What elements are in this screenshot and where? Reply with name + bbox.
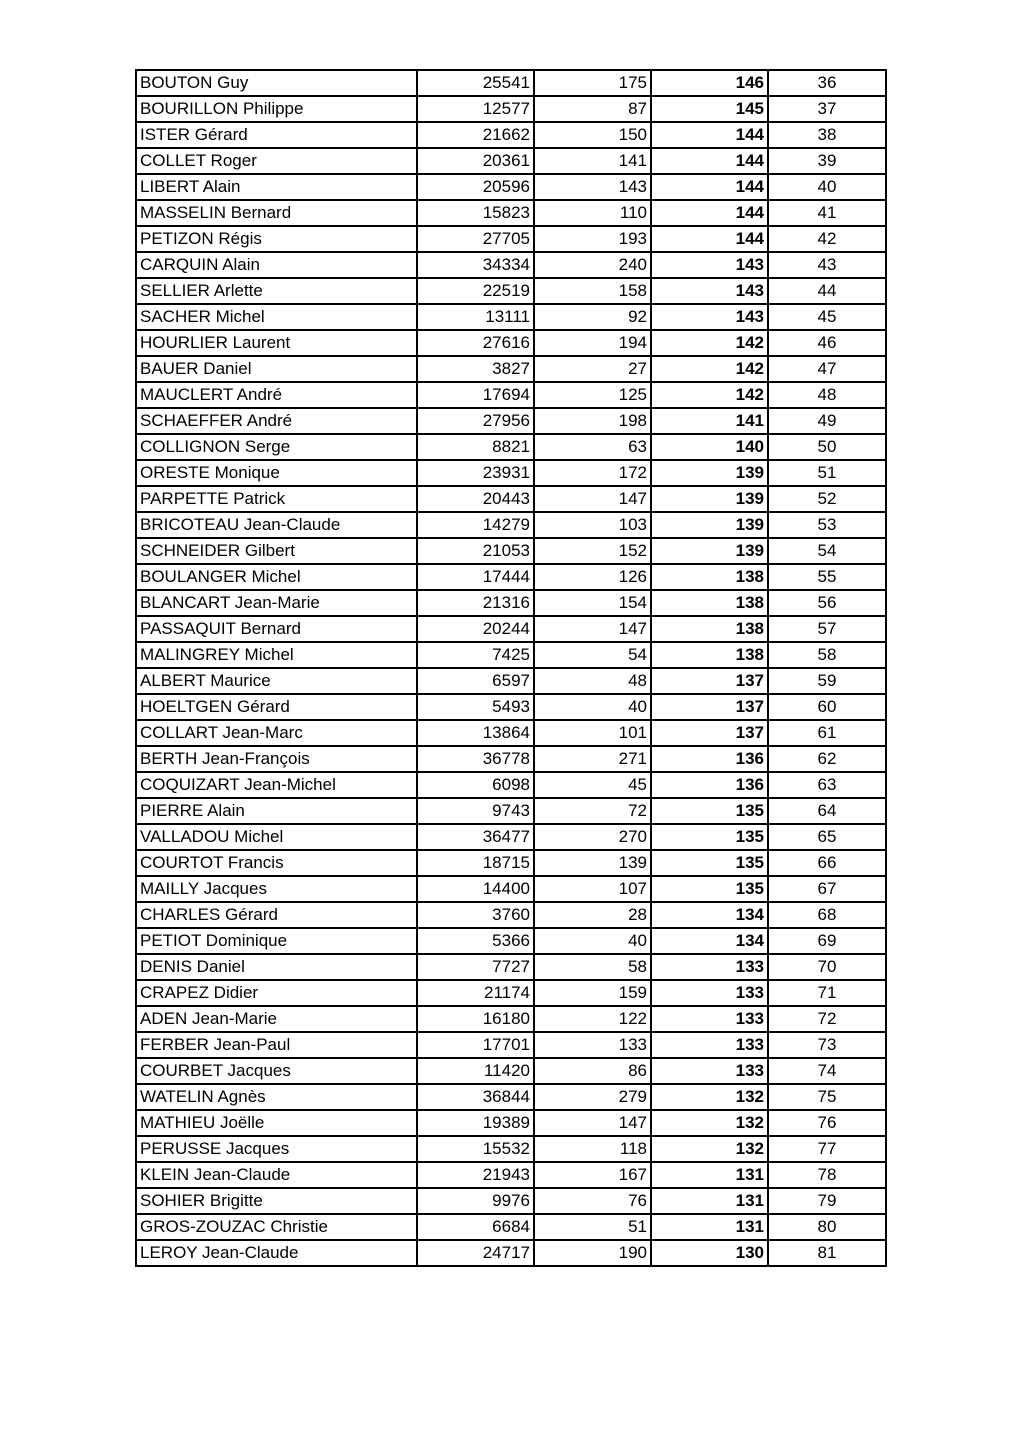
average-cell: 135 — [651, 824, 768, 850]
rank-cell: 47 — [768, 356, 886, 382]
games-count-cell: 279 — [534, 1084, 651, 1110]
total-pins-cell: 34334 — [417, 252, 534, 278]
player-name-cell: BERTH Jean-François — [136, 746, 417, 772]
rank-cell: 36 — [768, 70, 886, 96]
table-row — [136, 928, 886, 954]
rank-cell: 58 — [768, 642, 886, 668]
player-name-cell: SELLIER Arlette — [136, 278, 417, 304]
total-pins-cell: 20443 — [417, 486, 534, 512]
average-cell: 140 — [651, 434, 768, 460]
table-row — [136, 382, 886, 408]
total-pins-cell: 12577 — [417, 96, 534, 122]
player-name-cell: FERBER Jean-Paul — [136, 1032, 417, 1058]
player-name-cell: BAUER Daniel — [136, 356, 417, 382]
player-name-cell: PETIZON Régis — [136, 226, 417, 252]
player-name-cell: HOELTGEN Gérard — [136, 694, 417, 720]
total-pins-cell: 27705 — [417, 226, 534, 252]
player-name-cell: COLLIGNON Serge — [136, 434, 417, 460]
rank-cell: 75 — [768, 1084, 886, 1110]
table-row — [136, 746, 886, 772]
rank-cell: 55 — [768, 564, 886, 590]
total-pins-cell: 22519 — [417, 278, 534, 304]
games-count-cell: 118 — [534, 1136, 651, 1162]
ranking-table — [135, 69, 887, 1267]
table-row — [136, 304, 886, 330]
average-cell: 137 — [651, 720, 768, 746]
total-pins-cell: 15532 — [417, 1136, 534, 1162]
average-cell: 131 — [651, 1188, 768, 1214]
player-name-cell: SCHNEIDER Gilbert — [136, 538, 417, 564]
games-count-cell: 175 — [534, 70, 651, 96]
rank-cell: 81 — [768, 1240, 886, 1266]
table-row — [136, 720, 886, 746]
total-pins-cell: 9976 — [417, 1188, 534, 1214]
player-name-cell: PERUSSE Jacques — [136, 1136, 417, 1162]
games-count-cell: 159 — [534, 980, 651, 1006]
player-name-cell: ORESTE Monique — [136, 460, 417, 486]
table-row — [136, 1188, 886, 1214]
average-cell: 143 — [651, 304, 768, 330]
table-row — [136, 252, 886, 278]
table-row — [136, 486, 886, 512]
table-row — [136, 798, 886, 824]
table-row — [136, 980, 886, 1006]
player-name-cell: BOUTON Guy — [136, 70, 417, 96]
total-pins-cell: 14279 — [417, 512, 534, 538]
player-name-cell: PETIOT Dominique — [136, 928, 417, 954]
player-name-cell: CARQUIN Alain — [136, 252, 417, 278]
player-name-cell: SCHAEFFER André — [136, 408, 417, 434]
player-name-cell: CRAPEZ Didier — [136, 980, 417, 1006]
games-count-cell: 198 — [534, 408, 651, 434]
games-count-cell: 48 — [534, 668, 651, 694]
rank-cell: 76 — [768, 1110, 886, 1136]
games-count-cell: 63 — [534, 434, 651, 460]
games-count-cell: 143 — [534, 174, 651, 200]
rank-cell: 71 — [768, 980, 886, 1006]
total-pins-cell: 6098 — [417, 772, 534, 798]
average-cell: 142 — [651, 382, 768, 408]
average-cell: 144 — [651, 226, 768, 252]
games-count-cell: 58 — [534, 954, 651, 980]
average-cell: 144 — [651, 174, 768, 200]
average-cell: 135 — [651, 798, 768, 824]
table-row — [136, 564, 886, 590]
player-name-cell: BRICOTEAU Jean-Claude — [136, 512, 417, 538]
player-name-cell: VALLADOU Michel — [136, 824, 417, 850]
games-count-cell: 147 — [534, 486, 651, 512]
games-count-cell: 167 — [534, 1162, 651, 1188]
total-pins-cell: 21662 — [417, 122, 534, 148]
player-name-cell: MALINGREY Michel — [136, 642, 417, 668]
average-cell: 137 — [651, 694, 768, 720]
rank-cell: 39 — [768, 148, 886, 174]
rank-cell: 57 — [768, 616, 886, 642]
rank-cell: 53 — [768, 512, 886, 538]
games-count-cell: 101 — [534, 720, 651, 746]
player-name-cell: SACHER Michel — [136, 304, 417, 330]
average-cell: 135 — [651, 850, 768, 876]
table-row — [136, 616, 886, 642]
rank-cell: 37 — [768, 96, 886, 122]
rank-cell: 60 — [768, 694, 886, 720]
total-pins-cell: 25541 — [417, 70, 534, 96]
average-cell: 144 — [651, 122, 768, 148]
total-pins-cell: 20244 — [417, 616, 534, 642]
total-pins-cell: 5493 — [417, 694, 534, 720]
total-pins-cell: 36844 — [417, 1084, 534, 1110]
rank-cell: 40 — [768, 174, 886, 200]
games-count-cell: 103 — [534, 512, 651, 538]
player-name-cell: ALBERT Maurice — [136, 668, 417, 694]
games-count-cell: 92 — [534, 304, 651, 330]
player-name-cell: MAILLY Jacques — [136, 876, 417, 902]
table-row — [136, 824, 886, 850]
total-pins-cell: 21943 — [417, 1162, 534, 1188]
total-pins-cell: 21053 — [417, 538, 534, 564]
table-row — [136, 356, 886, 382]
average-cell: 146 — [651, 70, 768, 96]
games-count-cell: 122 — [534, 1006, 651, 1032]
player-name-cell: DENIS Daniel — [136, 954, 417, 980]
games-count-cell: 172 — [534, 460, 651, 486]
rank-cell: 64 — [768, 798, 886, 824]
games-count-cell: 147 — [534, 1110, 651, 1136]
games-count-cell: 45 — [534, 772, 651, 798]
player-name-cell: MAUCLERT André — [136, 382, 417, 408]
total-pins-cell: 17444 — [417, 564, 534, 590]
average-cell: 139 — [651, 538, 768, 564]
total-pins-cell: 15823 — [417, 200, 534, 226]
table-row — [136, 772, 886, 798]
games-count-cell: 270 — [534, 824, 651, 850]
total-pins-cell: 17701 — [417, 1032, 534, 1058]
rank-cell: 42 — [768, 226, 886, 252]
games-count-cell: 158 — [534, 278, 651, 304]
table-row — [136, 226, 886, 252]
table-row — [136, 642, 886, 668]
rank-cell: 72 — [768, 1006, 886, 1032]
player-name-cell: CHARLES Gérard — [136, 902, 417, 928]
average-cell: 133 — [651, 1032, 768, 1058]
rank-cell: 66 — [768, 850, 886, 876]
table-row — [136, 954, 886, 980]
total-pins-cell: 17694 — [417, 382, 534, 408]
player-name-cell: MASSELIN Bernard — [136, 200, 417, 226]
rank-cell: 45 — [768, 304, 886, 330]
total-pins-cell: 8821 — [417, 434, 534, 460]
table-row — [136, 122, 886, 148]
table-row — [136, 1214, 886, 1240]
total-pins-cell: 21174 — [417, 980, 534, 1006]
table-row — [136, 1006, 886, 1032]
rank-cell: 41 — [768, 200, 886, 226]
table-row — [136, 668, 886, 694]
player-name-cell: LEROY Jean-Claude — [136, 1240, 417, 1266]
average-cell: 138 — [651, 616, 768, 642]
table-row — [136, 70, 886, 96]
total-pins-cell: 16180 — [417, 1006, 534, 1032]
rank-cell: 65 — [768, 824, 886, 850]
rank-cell: 59 — [768, 668, 886, 694]
table-row — [136, 408, 886, 434]
table-row — [136, 590, 886, 616]
total-pins-cell: 20361 — [417, 148, 534, 174]
rank-cell: 74 — [768, 1058, 886, 1084]
total-pins-cell: 9743 — [417, 798, 534, 824]
games-count-cell: 193 — [534, 226, 651, 252]
average-cell: 132 — [651, 1110, 768, 1136]
average-cell: 138 — [651, 564, 768, 590]
games-count-cell: 107 — [534, 876, 651, 902]
total-pins-cell: 23931 — [417, 460, 534, 486]
games-count-cell: 110 — [534, 200, 651, 226]
player-name-cell: COURBET Jacques — [136, 1058, 417, 1084]
table-row — [136, 200, 886, 226]
average-cell: 134 — [651, 928, 768, 954]
rank-cell: 52 — [768, 486, 886, 512]
games-count-cell: 240 — [534, 252, 651, 278]
rank-cell: 73 — [768, 1032, 886, 1058]
average-cell: 139 — [651, 460, 768, 486]
games-count-cell: 154 — [534, 590, 651, 616]
average-cell: 131 — [651, 1214, 768, 1240]
rank-cell: 51 — [768, 460, 886, 486]
rank-cell: 79 — [768, 1188, 886, 1214]
games-count-cell: 133 — [534, 1032, 651, 1058]
games-count-cell: 126 — [534, 564, 651, 590]
average-cell: 133 — [651, 980, 768, 1006]
table-row — [136, 434, 886, 460]
player-name-cell: BOULANGER Michel — [136, 564, 417, 590]
rank-cell: 68 — [768, 902, 886, 928]
games-count-cell: 86 — [534, 1058, 651, 1084]
games-count-cell: 40 — [534, 928, 651, 954]
total-pins-cell: 13111 — [417, 304, 534, 330]
average-cell: 132 — [651, 1136, 768, 1162]
total-pins-cell: 36477 — [417, 824, 534, 850]
player-name-cell: BOURILLON Philippe — [136, 96, 417, 122]
table-row — [136, 1058, 886, 1084]
rank-cell: 78 — [768, 1162, 886, 1188]
total-pins-cell: 21316 — [417, 590, 534, 616]
rank-cell: 56 — [768, 590, 886, 616]
rank-cell: 48 — [768, 382, 886, 408]
rank-cell: 49 — [768, 408, 886, 434]
average-cell: 134 — [651, 902, 768, 928]
games-count-cell: 190 — [534, 1240, 651, 1266]
games-count-cell: 28 — [534, 902, 651, 928]
total-pins-cell: 6597 — [417, 668, 534, 694]
table-row — [136, 174, 886, 200]
games-count-cell: 76 — [534, 1188, 651, 1214]
table-row — [136, 876, 886, 902]
games-count-cell: 87 — [534, 96, 651, 122]
games-count-cell: 271 — [534, 746, 651, 772]
total-pins-cell: 7425 — [417, 642, 534, 668]
table-row — [136, 1084, 886, 1110]
average-cell: 135 — [651, 876, 768, 902]
rank-cell: 77 — [768, 1136, 886, 1162]
games-count-cell: 147 — [534, 616, 651, 642]
rank-cell: 62 — [768, 746, 886, 772]
player-name-cell: PARPETTE Patrick — [136, 486, 417, 512]
average-cell: 131 — [651, 1162, 768, 1188]
player-name-cell: SOHIER Brigitte — [136, 1188, 417, 1214]
player-name-cell: COLLET Roger — [136, 148, 417, 174]
table-row — [136, 278, 886, 304]
ranking-table-body — [136, 70, 886, 1266]
average-cell: 143 — [651, 278, 768, 304]
average-cell: 136 — [651, 746, 768, 772]
games-count-cell: 150 — [534, 122, 651, 148]
table-row — [136, 850, 886, 876]
rank-cell: 43 — [768, 252, 886, 278]
average-cell: 139 — [651, 486, 768, 512]
games-count-cell: 125 — [534, 382, 651, 408]
total-pins-cell: 27956 — [417, 408, 534, 434]
rank-cell: 38 — [768, 122, 886, 148]
average-cell: 142 — [651, 356, 768, 382]
average-cell: 136 — [651, 772, 768, 798]
player-name-cell: LIBERT Alain — [136, 174, 417, 200]
games-count-cell: 40 — [534, 694, 651, 720]
total-pins-cell: 3760 — [417, 902, 534, 928]
player-name-cell: HOURLIER Laurent — [136, 330, 417, 356]
rank-cell: 50 — [768, 434, 886, 460]
total-pins-cell: 19389 — [417, 1110, 534, 1136]
average-cell: 144 — [651, 200, 768, 226]
games-count-cell: 139 — [534, 850, 651, 876]
games-count-cell: 27 — [534, 356, 651, 382]
average-cell: 133 — [651, 1058, 768, 1084]
table-row — [136, 330, 886, 356]
table-row — [136, 694, 886, 720]
average-cell: 138 — [651, 642, 768, 668]
total-pins-cell: 24717 — [417, 1240, 534, 1266]
table-row — [136, 148, 886, 174]
player-name-cell: COURTOT Francis — [136, 850, 417, 876]
average-cell: 130 — [651, 1240, 768, 1266]
rank-cell: 69 — [768, 928, 886, 954]
rank-cell: 67 — [768, 876, 886, 902]
table-row — [136, 96, 886, 122]
games-count-cell: 194 — [534, 330, 651, 356]
average-cell: 139 — [651, 512, 768, 538]
total-pins-cell: 6684 — [417, 1214, 534, 1240]
average-cell: 141 — [651, 408, 768, 434]
average-cell: 145 — [651, 96, 768, 122]
average-cell: 133 — [651, 954, 768, 980]
player-name-cell: COQUIZART Jean-Michel — [136, 772, 417, 798]
table-row — [136, 538, 886, 564]
rank-cell: 46 — [768, 330, 886, 356]
rank-cell: 70 — [768, 954, 886, 980]
total-pins-cell: 5366 — [417, 928, 534, 954]
games-count-cell: 72 — [534, 798, 651, 824]
player-name-cell: ISTER Gérard — [136, 122, 417, 148]
player-name-cell: PASSAQUIT Bernard — [136, 616, 417, 642]
table-row — [136, 1032, 886, 1058]
games-count-cell: 54 — [534, 642, 651, 668]
rank-cell: 54 — [768, 538, 886, 564]
player-name-cell: GROS-ZOUZAC Christie — [136, 1214, 417, 1240]
games-count-cell: 51 — [534, 1214, 651, 1240]
average-cell: 138 — [651, 590, 768, 616]
average-cell: 144 — [651, 148, 768, 174]
player-name-cell: MATHIEU Joëlle — [136, 1110, 417, 1136]
player-name-cell: KLEIN Jean-Claude — [136, 1162, 417, 1188]
games-count-cell: 141 — [534, 148, 651, 174]
player-name-cell: WATELIN Agnès — [136, 1084, 417, 1110]
games-count-cell: 152 — [534, 538, 651, 564]
total-pins-cell: 13864 — [417, 720, 534, 746]
total-pins-cell: 11420 — [417, 1058, 534, 1084]
player-name-cell: ADEN Jean-Marie — [136, 1006, 417, 1032]
total-pins-cell: 36778 — [417, 746, 534, 772]
total-pins-cell: 27616 — [417, 330, 534, 356]
average-cell: 142 — [651, 330, 768, 356]
total-pins-cell: 3827 — [417, 356, 534, 382]
player-name-cell: BLANCART Jean-Marie — [136, 590, 417, 616]
table-row — [136, 460, 886, 486]
rank-cell: 61 — [768, 720, 886, 746]
average-cell: 137 — [651, 668, 768, 694]
table-row — [136, 1136, 886, 1162]
table-row — [136, 902, 886, 928]
average-cell: 143 — [651, 252, 768, 278]
total-pins-cell: 14400 — [417, 876, 534, 902]
table-row — [136, 512, 886, 538]
table-row — [136, 1162, 886, 1188]
total-pins-cell: 18715 — [417, 850, 534, 876]
total-pins-cell: 7727 — [417, 954, 534, 980]
table-row — [136, 1240, 886, 1266]
player-name-cell: COLLART Jean-Marc — [136, 720, 417, 746]
player-name-cell: PIERRE Alain — [136, 798, 417, 824]
rank-cell: 63 — [768, 772, 886, 798]
rank-cell: 80 — [768, 1214, 886, 1240]
total-pins-cell: 20596 — [417, 174, 534, 200]
average-cell: 133 — [651, 1006, 768, 1032]
table-row — [136, 1110, 886, 1136]
rank-cell: 44 — [768, 278, 886, 304]
average-cell: 132 — [651, 1084, 768, 1110]
